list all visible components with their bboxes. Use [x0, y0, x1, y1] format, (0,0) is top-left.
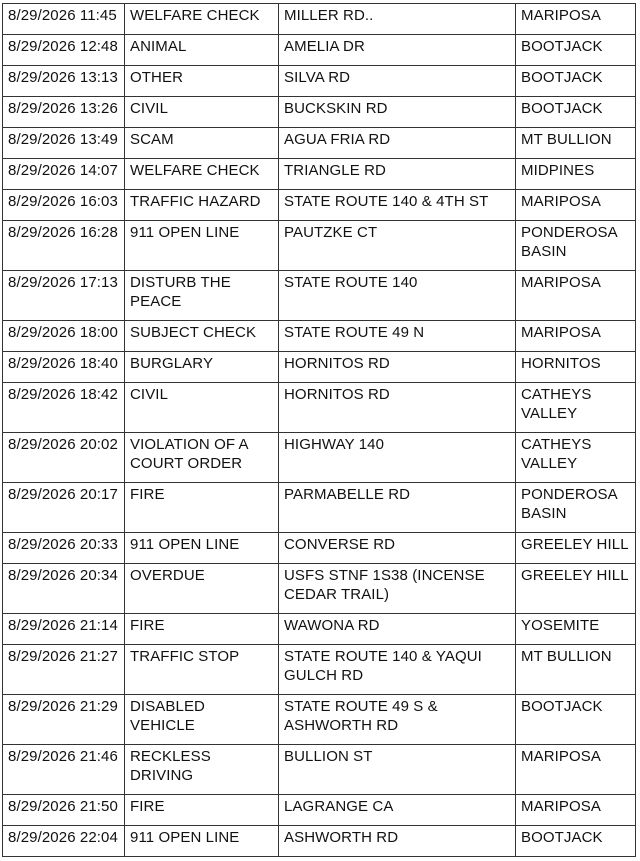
table-row [3, 483, 636, 533]
area-cell: CATHEYS VALLEY [516, 433, 636, 483]
call-type-cell: FIRE [125, 483, 279, 533]
call-type-cell: FIRE [125, 614, 279, 645]
datetime-cell: 8/29/2026 16:28 [3, 221, 125, 271]
area-cell: BOOTJACK [516, 695, 636, 745]
table-row [3, 614, 636, 645]
call-type-cell: 911 OPEN LINE [125, 533, 279, 564]
call-type-cell: TRAFFIC HAZARD [125, 190, 279, 221]
datetime-cell: 8/29/2026 13:49 [3, 128, 125, 159]
datetime-cell: 8/29/2026 17:13 [3, 271, 125, 321]
call-log-body [3, 4, 636, 857]
location-cell: HIGHWAY 140 [279, 433, 516, 483]
area-cell: HORNITOS [516, 352, 636, 383]
datetime-cell: 8/29/2026 21:46 [3, 745, 125, 795]
table-row [3, 190, 636, 221]
location-cell: MILLER RD.. [279, 4, 516, 35]
location-cell: USFS STNF 1S38 (INCENSE CEDAR TRAIL) [279, 564, 516, 614]
location-cell: ASHWORTH RD [279, 826, 516, 857]
area-cell: BOOTJACK [516, 826, 636, 857]
location-cell: STATE ROUTE 49 N [279, 321, 516, 352]
location-cell: STATE ROUTE 140 & YAQUI GULCH RD [279, 645, 516, 695]
table-row [3, 352, 636, 383]
call-type-cell: CIVIL [125, 383, 279, 433]
datetime-cell: 8/29/2026 16:03 [3, 190, 125, 221]
table-row [3, 97, 636, 128]
datetime-cell: 8/29/2026 20:02 [3, 433, 125, 483]
table-row [3, 159, 636, 190]
call-type-cell: SUBJECT CHECK [125, 321, 279, 352]
table-row [3, 826, 636, 857]
area-cell: MARIPOSA [516, 795, 636, 826]
location-cell: LAGRANGE CA [279, 795, 516, 826]
call-type-cell: WELFARE CHECK [125, 4, 279, 35]
datetime-cell: 8/29/2026 21:50 [3, 795, 125, 826]
location-cell: STATE ROUTE 49 S & ASHWORTH RD [279, 695, 516, 745]
table-row [3, 533, 636, 564]
datetime-cell: 8/29/2026 13:26 [3, 97, 125, 128]
area-cell: GREELEY HILL [516, 564, 636, 614]
location-cell: PAUTZKE CT [279, 221, 516, 271]
call-type-cell: DISABLED VEHICLE [125, 695, 279, 745]
datetime-cell: 8/29/2026 11:45 [3, 4, 125, 35]
datetime-cell: 8/29/2026 22:04 [3, 826, 125, 857]
location-cell: SILVA RD [279, 66, 516, 97]
datetime-cell: 8/29/2026 20:17 [3, 483, 125, 533]
datetime-cell: 8/29/2026 18:00 [3, 321, 125, 352]
area-cell: MARIPOSA [516, 745, 636, 795]
datetime-cell: 8/29/2026 14:07 [3, 159, 125, 190]
call-type-cell: OTHER [125, 66, 279, 97]
area-cell: MARIPOSA [516, 271, 636, 321]
call-type-cell: ANIMAL [125, 35, 279, 66]
datetime-cell: 8/29/2026 21:29 [3, 695, 125, 745]
location-cell: HORNITOS RD [279, 383, 516, 433]
datetime-cell: 8/29/2026 20:33 [3, 533, 125, 564]
datetime-cell: 8/29/2026 13:13 [3, 66, 125, 97]
area-cell: YOSEMITE [516, 614, 636, 645]
location-cell: AMELIA DR [279, 35, 516, 66]
location-cell: CONVERSE RD [279, 533, 516, 564]
area-cell: BOOTJACK [516, 35, 636, 66]
call-log-table [2, 3, 636, 857]
table-row [3, 745, 636, 795]
table-row [3, 35, 636, 66]
area-cell: CATHEYS VALLEY [516, 383, 636, 433]
call-type-cell: FIRE [125, 795, 279, 826]
call-type-cell: RECKLESS DRIVING [125, 745, 279, 795]
area-cell: GREELEY HILL [516, 533, 636, 564]
table-row [3, 321, 636, 352]
table-row [3, 221, 636, 271]
area-cell: PONDEROSA BASIN [516, 221, 636, 271]
area-cell: MIDPINES [516, 159, 636, 190]
location-cell: BUCKSKIN RD [279, 97, 516, 128]
location-cell: BULLION ST [279, 745, 516, 795]
table-row [3, 433, 636, 483]
table-row [3, 66, 636, 97]
table-row [3, 695, 636, 745]
call-type-cell: CIVIL [125, 97, 279, 128]
table-row [3, 564, 636, 614]
location-cell: HORNITOS RD [279, 352, 516, 383]
call-type-cell: VIOLATION OF A COURT ORDER [125, 433, 279, 483]
area-cell: BOOTJACK [516, 97, 636, 128]
area-cell: MT BULLION [516, 128, 636, 159]
table-row [3, 271, 636, 321]
table-row [3, 4, 636, 35]
table-row [3, 795, 636, 826]
location-cell: PARMABELLE RD [279, 483, 516, 533]
table-row [3, 645, 636, 695]
area-cell: MARIPOSA [516, 190, 636, 221]
call-type-cell: WELFARE CHECK [125, 159, 279, 190]
call-type-cell: OVERDUE [125, 564, 279, 614]
location-cell: WAWONA RD [279, 614, 516, 645]
location-cell: TRIANGLE RD [279, 159, 516, 190]
area-cell: PONDEROSA BASIN [516, 483, 636, 533]
location-cell: STATE ROUTE 140 [279, 271, 516, 321]
datetime-cell: 8/29/2026 18:42 [3, 383, 125, 433]
call-type-cell: SCAM [125, 128, 279, 159]
datetime-cell: 8/29/2026 12:48 [3, 35, 125, 66]
datetime-cell: 8/29/2026 21:14 [3, 614, 125, 645]
datetime-cell: 8/29/2026 21:27 [3, 645, 125, 695]
area-cell: BOOTJACK [516, 66, 636, 97]
call-type-cell: TRAFFIC STOP [125, 645, 279, 695]
call-type-cell: 911 OPEN LINE [125, 221, 279, 271]
location-cell: AGUA FRIA RD [279, 128, 516, 159]
call-type-cell: 911 OPEN LINE [125, 826, 279, 857]
datetime-cell: 8/29/2026 20:34 [3, 564, 125, 614]
location-cell: STATE ROUTE 140 & 4TH ST [279, 190, 516, 221]
area-cell: MARIPOSA [516, 4, 636, 35]
call-type-cell: DISTURB THE PEACE [125, 271, 279, 321]
table-row [3, 383, 636, 433]
datetime-cell: 8/29/2026 18:40 [3, 352, 125, 383]
call-type-cell: BURGLARY [125, 352, 279, 383]
area-cell: MARIPOSA [516, 321, 636, 352]
area-cell: MT BULLION [516, 645, 636, 695]
table-row [3, 128, 636, 159]
